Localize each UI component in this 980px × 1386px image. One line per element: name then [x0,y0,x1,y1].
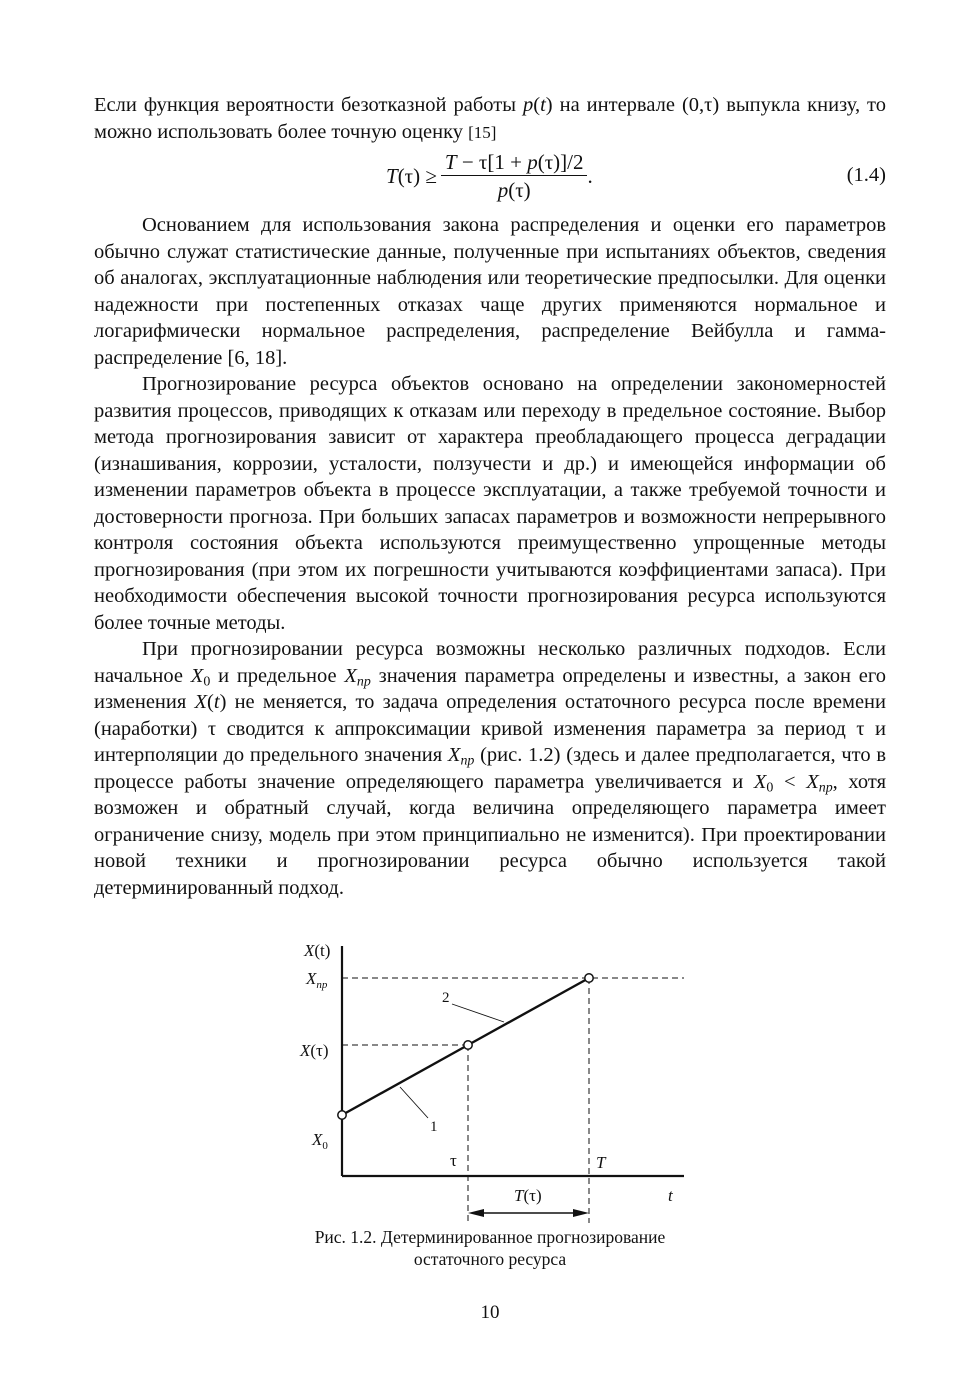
point-xpr [585,974,593,982]
formula-fraction [441,150,588,203]
paragraph-4: При прогнозировании ресурса возможны несколько различных подходов. Если начальное $X_0$ и предельное $X_{пр}$ значения параметра определены и известны, а закон его изменения X(t) не меняется, то задача определения остаточного ресурса после времени (наработки) τ сводится к аппроксимации кривой изменения параметра за период τ и интерполяции до предельного значения $X_{пр}$ (рис. 1.2) (здесь и далее предполагается, что в процессе работы значение определяющего параметра увеличивается и $X_0 < X_{пр}$, хотя возможен и обратный случай, когда величина определяющего параметра имеет ограничение снизу, модель при этом принципиально не изменится). При проектировании новой техники и прогнозировании ресурса обычно используется такой детерминированный подход. [94,638,887,899]
t-axis-label: t [668,1186,673,1205]
y-axis-label: X(t) [304,941,331,960]
callout-1-leader [400,1087,428,1118]
T-label: T [596,1153,606,1172]
paragraph-3: Прогнозирование ресурса объектов основано на определении закономерностей развития процессов, приводящих к отказам или переходу в предельное состояние. Выбор метода прогнозирования зависит от характера преобладающего процесса деградации (изнашивания, коррозии, усталости, ползучести и др.) и имеющейся информации об изменении параметров объекта в процессе эксплуатации, а также требуемой точности и достоверности прогноза. При больших запасах параметров и возможности непрерывного контроля состояния объекта используются преимущественно упрощенные методы прогнозирования (при этом их погрешности учитываются коэффициентами запаса). При необходимости обеспечения высокой точности прогнозирования ресурса используются более точные методы. [94,373,886,634]
x0-label: $X_0$ [312,1130,328,1152]
callout-1-label: 1 [430,1119,438,1135]
page-body [94,92,886,901]
caption-line-2: остаточного ресурса [413,1249,567,1269]
formula-numerator: T − τ[1 + p(τ)]/2 [441,150,588,176]
figure-1-2 [280,938,720,1238]
formula-1-4: T (τ) ≥ $\frac{T - \tau[1 + p(\tau)]/2}{p(\tau)}$ . (1.4) [386,150,886,202]
figure-caption [200,1226,780,1270]
arrow-left [468,1209,484,1217]
reference: [15] [468,122,497,142]
point-xtau [464,1041,472,1049]
paragraph-1: Если функция вероятности безотказной работы p(t) на интервале (0,τ) выпукла книзу, то можно использовать более точную оценку [15] [94,94,887,143]
equation-number: (1.4) [846,164,886,186]
curve-segment-2 [468,978,589,1045]
xtau-label: X(τ) [300,1041,329,1060]
T-tau-label: T(τ) [514,1186,542,1205]
formula-denominator: p(τ) [497,178,531,202]
point-x0 [338,1111,346,1119]
callout-2-leader [452,1004,504,1022]
paragraph-2: Основанием для использования закона распределения и оценки его параметров обычно служат статистические данные, полученные при испытаниях объектов, сведения об аналогах, эксплуатационные наблюдения или теоретические предпосылки. Для оценки надежности при постепенных отказах чаще других применяются нормальное и логарифмически нормальное распределения, распределение Вейбулла и гамма-распределение [6, 18]. [94,214,886,369]
arrow-right [573,1209,589,1217]
caption-line-1: Рис. 1.2. Детерминированное прогнозирование [314,1227,666,1247]
tau-label: τ [450,1151,457,1170]
callout-2-label: 2 [442,990,450,1006]
curve-segment-1 [342,1045,468,1115]
xpr-label: $X_{пр}$ [306,969,328,991]
page-number: 10 [480,1302,500,1323]
